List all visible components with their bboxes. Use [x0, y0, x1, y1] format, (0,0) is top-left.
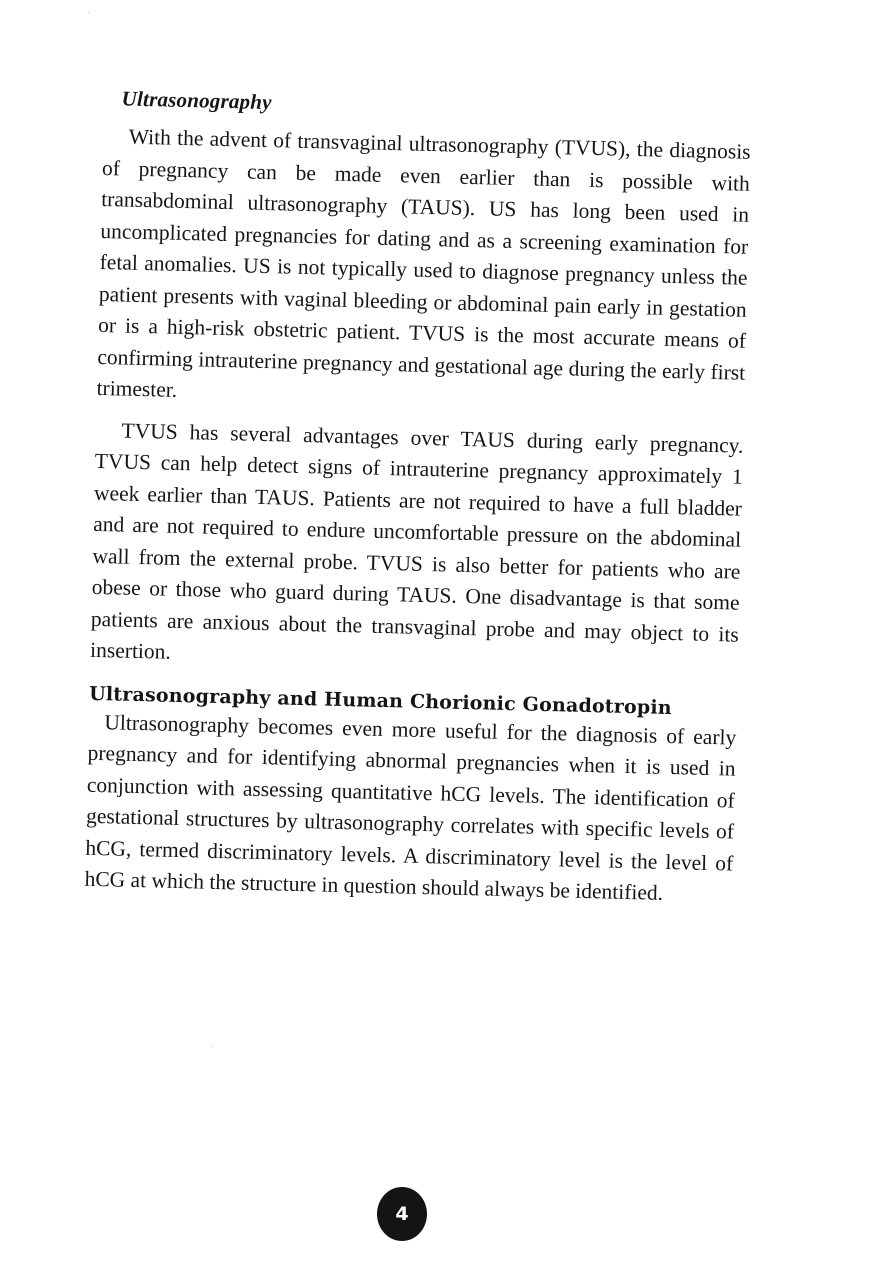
- paragraph-tvus-advent: With the advent of transvaginal ultrasonography (TVUS), the diagnosis of pregnancy can be made even earlier than is possible with transabdominal ultrasonography (TAUS). US has long been used in uncomplicated pregnancies for dating and as a screening examination for fetal anomalies. US is not typically used to diagnose pregnancy unless the patient presents with vaginal bleeding or abdominal pain early in gestation or is a high-risk obstetric patient. TVUS is the most accurate means of confirming intrauterine pregnancy and gestational age during the early first trimester.: [96, 124, 751, 402]
- section-heading-ultrasonography-hcg: Ultrasonography and Human Chorionic Gonadotropin: [88, 682, 673, 719]
- page-number-badge: 4: [377, 1187, 427, 1241]
- section-heading-ultrasonography: Ultrasonography: [121, 86, 272, 115]
- paragraph-discriminatory-levels: Ultrasonography becomes even more useful for the diagnosis of early pregnancy and for identifying abnormal pregnancies when it is used in conjunction with assessing quantitative hCG levels. The identification of gestational structures by ultrasonography correlates with specific levels of hCG, termed discriminatory levels. A discriminatory level is the level of hCG at which the structure in question should always be identified.: [84, 709, 737, 905]
- scan-speck: [88, 12, 89, 13]
- scan-speck: [212, 1046, 213, 1047]
- text-column: [84, 86, 752, 921]
- paragraph-tvus-advantages: TVUS has several advantages over TAUS during early pregnancy. TVUS can help detect signs of intrauterine pregnancy approximately 1 week earlier than TAUS. Patients are not required to have a full bladder and are not required to endure uncomfortable pressure on the abdominal wall from the external probe. TVUS is also better for patients who are obese or those who guard during TAUS. One disadvantage is that some patients are anxious about the transvaginal probe and may object to its insertion.: [89, 418, 744, 664]
